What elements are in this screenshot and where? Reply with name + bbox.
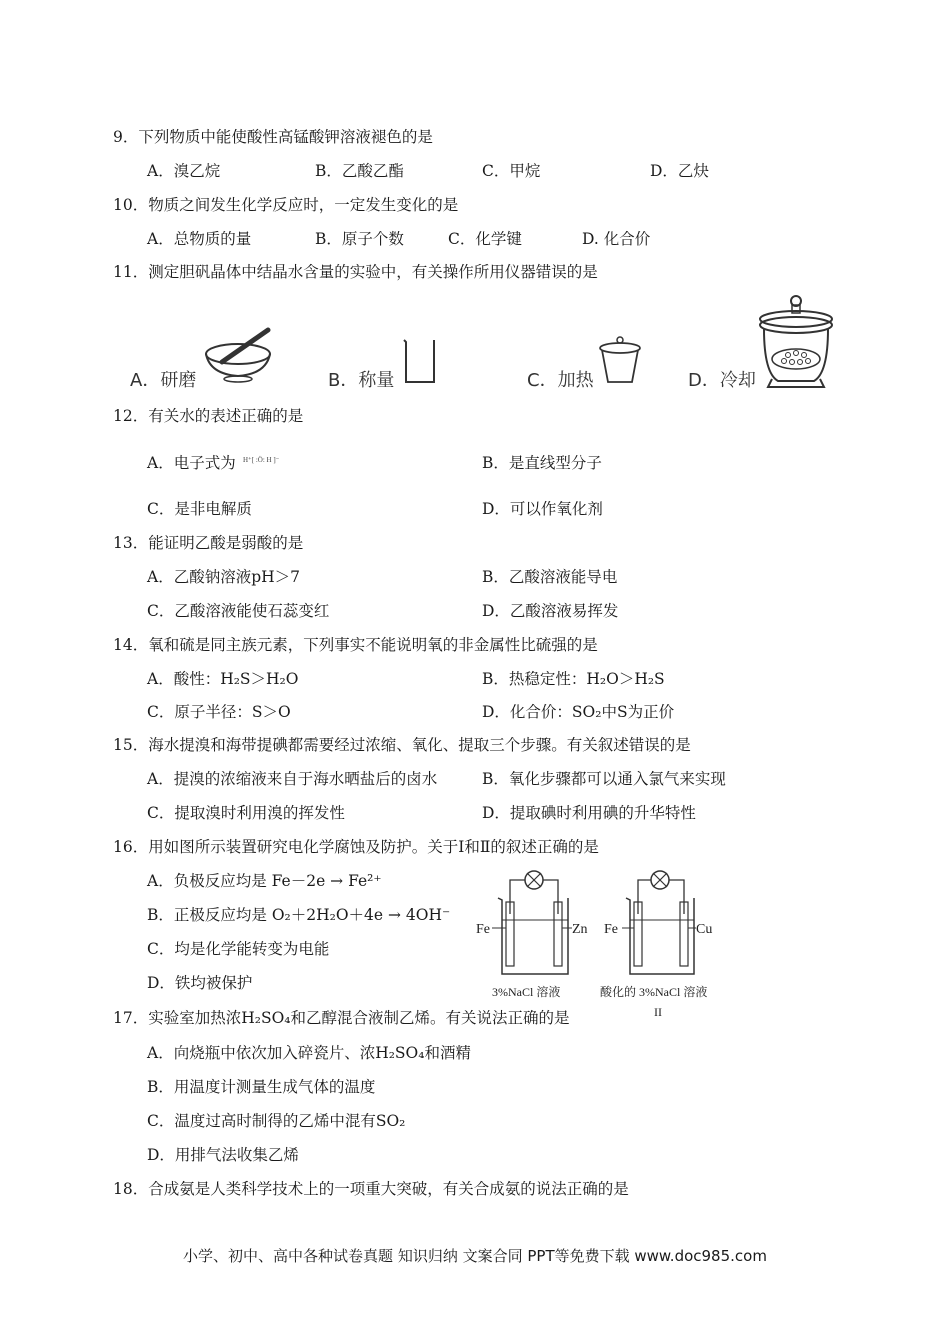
q14-option-b: B．热稳定性：H₂O＞H₂S <box>482 670 665 688</box>
cell2-right-electrode: Cu <box>696 922 713 937</box>
question-12-stem: 12．有关水的表述正确的是 <box>113 407 304 425</box>
q9-option-d: D．乙炔 <box>650 162 709 180</box>
q17-option-d: D．用排气法收集乙烯 <box>147 1146 299 1164</box>
desiccator-figure <box>758 293 836 391</box>
electron-formula-figure <box>241 453 351 467</box>
page-footer: 小学、初中、高中各种试卷真题 知识归纳 文案合同 PPT等免费下载 www.doc985.com <box>183 1247 767 1265</box>
q15-option-d: D．提取碘时利用碘的升华特性 <box>482 804 696 822</box>
q15-option-c: C．提取溴时利用溴的挥发性 <box>147 804 345 822</box>
q10-option-c: C．化学键 <box>448 230 522 248</box>
q16-option-d: D．铁均被保护 <box>147 974 253 992</box>
q12-option-c: C．是非电解质 <box>147 500 252 518</box>
question-15-stem: 15．海水提溴和海带提碘都需要经过浓缩、氧化、提取三个步骤。有关叙述错误的是 <box>113 736 691 754</box>
q14-option-d: D．化合价：SO₂中S为正价 <box>482 703 675 721</box>
question-13-stem: 13．能证明乙酸是弱酸的是 <box>113 534 304 552</box>
beaker-figure <box>400 336 440 386</box>
cell2-label: II <box>654 1005 662 1019</box>
q17-option-a: A．向烧瓶中依次加入碎瓷片、浓H₂SO₄和酒精 <box>147 1044 471 1062</box>
electrochem-cells-figure <box>472 862 734 1020</box>
cell1-right-electrode: Zn <box>572 922 588 937</box>
question-9-stem: 9．下列物质中能使酸性高锰酸钾溶液褪色的是 <box>113 128 433 146</box>
q10-option-a: A．总物质的量 <box>147 230 252 248</box>
cell-2 <box>600 871 712 1019</box>
cell1-left-electrode: Fe <box>476 922 490 937</box>
mortar-pestle-figure <box>200 324 280 384</box>
question-16-stem: 16．用如图所示装置研究电化学腐蚀及防护。关于Ⅰ和Ⅱ的叙述正确的是 <box>113 838 599 856</box>
q13-option-b: B．乙酸溶液能导电 <box>482 568 618 586</box>
cell-1 <box>476 871 588 999</box>
question-10-stem: 10．物质之间发生化学反应时，一定发生变化的是 <box>113 196 459 214</box>
q11-option-b: B．称量 <box>328 370 395 391</box>
svg-text:H⁺[ :Ö: H ]⁻: H⁺[ :Ö: H ]⁻ <box>242 456 279 464</box>
q15-option-b: B．氧化步骤都可以通入氯气来实现 <box>482 770 726 788</box>
q15-option-a: A．提溴的浓缩液来自于海水晒盐后的卤水 <box>147 770 438 788</box>
q9-option-c: C．甲烷 <box>482 162 541 180</box>
cell2-solution-label: 酸化的 3%NaCl 溶液 <box>600 985 708 999</box>
crucible-figure <box>598 334 643 386</box>
question-11-stem: 11．测定胆矾晶体中结晶水含量的实验中，有关操作所用仪器错误的是 <box>113 263 598 281</box>
q9-option-a: A．溴乙烷 <box>147 162 221 180</box>
q11-option-a: A．研磨 <box>130 370 197 391</box>
q16-option-b: B．正极反应均是 O₂＋2H₂O＋4e → 4OH⁻ <box>147 906 451 924</box>
q10-option-d: D. 化合价 <box>582 230 651 248</box>
q14-option-a: A．酸性：H₂S＞H₂O <box>147 670 299 688</box>
q17-option-b: B．用温度计测量生成气体的温度 <box>147 1078 376 1096</box>
q9-option-b: B．乙酸乙酯 <box>315 162 404 180</box>
q16-option-c: C．均是化学能转变为电能 <box>147 940 330 958</box>
question-17-stem: 17．实验室加热浓H₂SO₄和乙醇混合液制乙烯。有关说法正确的是 <box>113 1009 570 1027</box>
q12-option-d: D．可以作氧化剂 <box>482 500 603 518</box>
question-14-stem: 14．氧和硫是同主族元素，下列事实不能说明氧的非金属性比硫强的是 <box>113 636 598 654</box>
q13-option-a: A．乙酸钠溶液pH＞7 <box>147 568 300 586</box>
q13-option-c: C．乙酸溶液能使石蕊变红 <box>147 602 330 620</box>
q13-option-d: D．乙酸溶液易挥发 <box>482 602 619 620</box>
q12-option-a: A．电子式为 H⁺[ :Ö: H ]⁻ <box>147 453 351 473</box>
q17-option-c: C．温度过高时制得的乙烯中混有SO₂ <box>147 1112 406 1130</box>
cell2-left-electrode: Fe <box>604 922 618 937</box>
q14-option-c: C．原子半径：S＞O <box>147 703 291 721</box>
cell1-solution-label: 3%NaCl 溶液 <box>492 985 561 999</box>
q11-option-d: D．冷却 <box>688 370 756 391</box>
q10-option-b: B．原子个数 <box>315 230 404 248</box>
q12-option-b: B．是直线型分子 <box>482 454 602 472</box>
q16-option-a: A．负极反应均是 Fe－2e → Fe²⁺ <box>147 872 382 890</box>
q11-option-c: C．加热 <box>527 370 594 391</box>
question-18-stem: 18．合成氨是人类科学技术上的一项重大突破，有关合成氨的说法正确的是 <box>113 1180 629 1198</box>
